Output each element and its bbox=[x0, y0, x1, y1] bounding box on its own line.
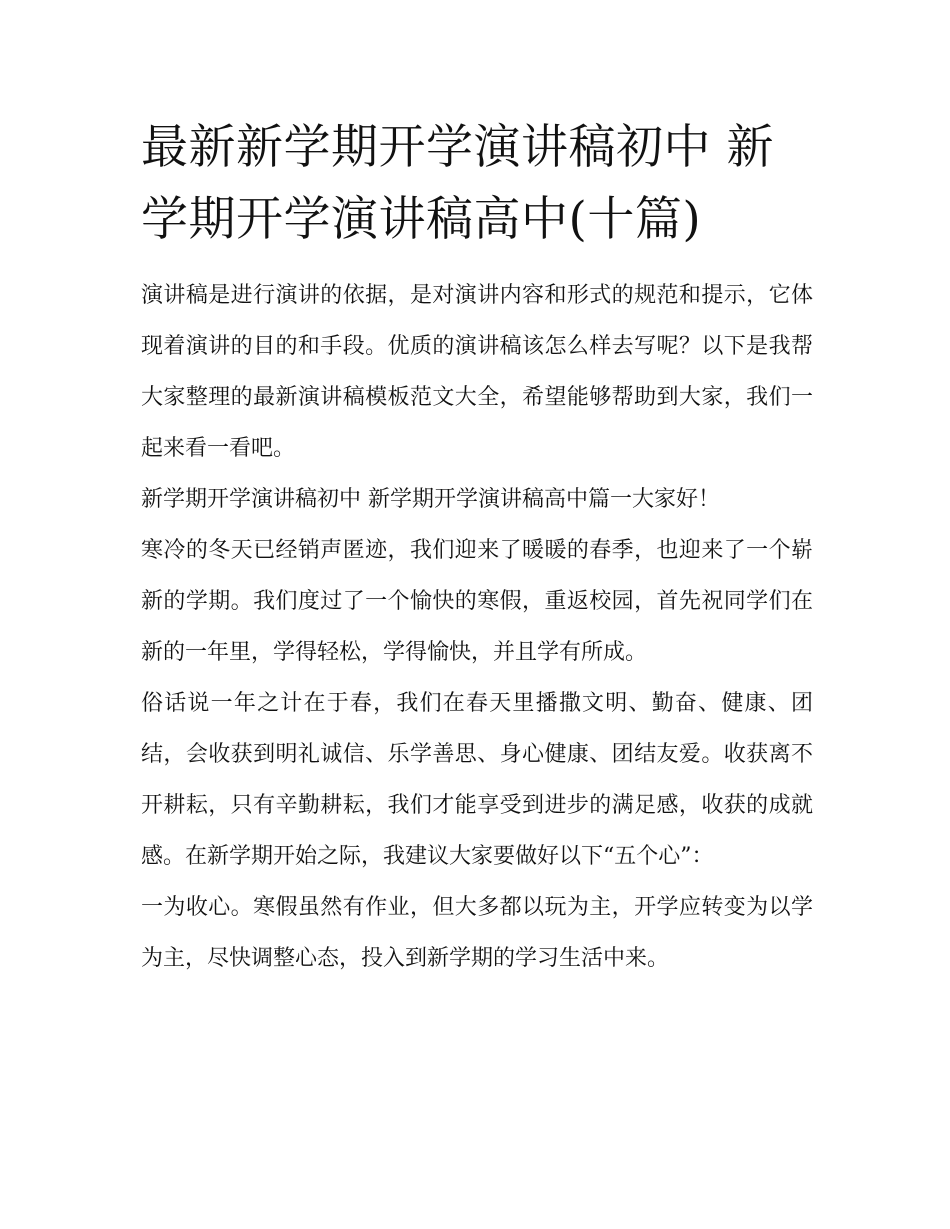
paragraph-intro: 演讲稿是进行演讲的依据，是对演讲内容和形式的规范和提示，它体现着演讲的目的和手段。优质的演讲稿该怎么样去写呢？以下是我帮大家整理的最新演讲稿模板范文大全，希望能够帮助到大家，我们一起来看一看吧。 bbox=[141, 283, 813, 461]
paragraph-section-heading: 新学期开学演讲稿初中 新学期开学演讲稿高中篇一大家好！ bbox=[141, 487, 720, 512]
document-page bbox=[141, 112, 813, 984]
document-title: 最新新学期开学演讲稿初中 新学期开学演讲稿高中(十篇) bbox=[141, 120, 774, 247]
paragraph-spring: 俗话说一年之计在于春，我们在春天里播撒文明、勤奋、健康、团结，会收获到明礼诚信、乐学善思、身心健康、团结友爱。收获离不开耕耘，只有辛勤耕耘，我们才能享受到进步的满足感，收获的成就感。在新学期开始之际，我建议大家要做好以下“五个心”： bbox=[141, 691, 813, 869]
paragraph-first-heart: 一为收心。寒假虽然有作业，但大多都以玩为主，开学应转变为以学为主，尽快调整心态，投入到新学期的学习生活中来。 bbox=[141, 895, 813, 971]
paragraph-winter: 寒冷的冬天已经销声匿迹，我们迎来了暖暖的春季，也迎来了一个崭新的学期。我们度过了一个愉快的寒假，重返校园，首先祝同学们在新的一年里，学得轻松，学得愉快，并且学有所成。 bbox=[141, 538, 813, 665]
